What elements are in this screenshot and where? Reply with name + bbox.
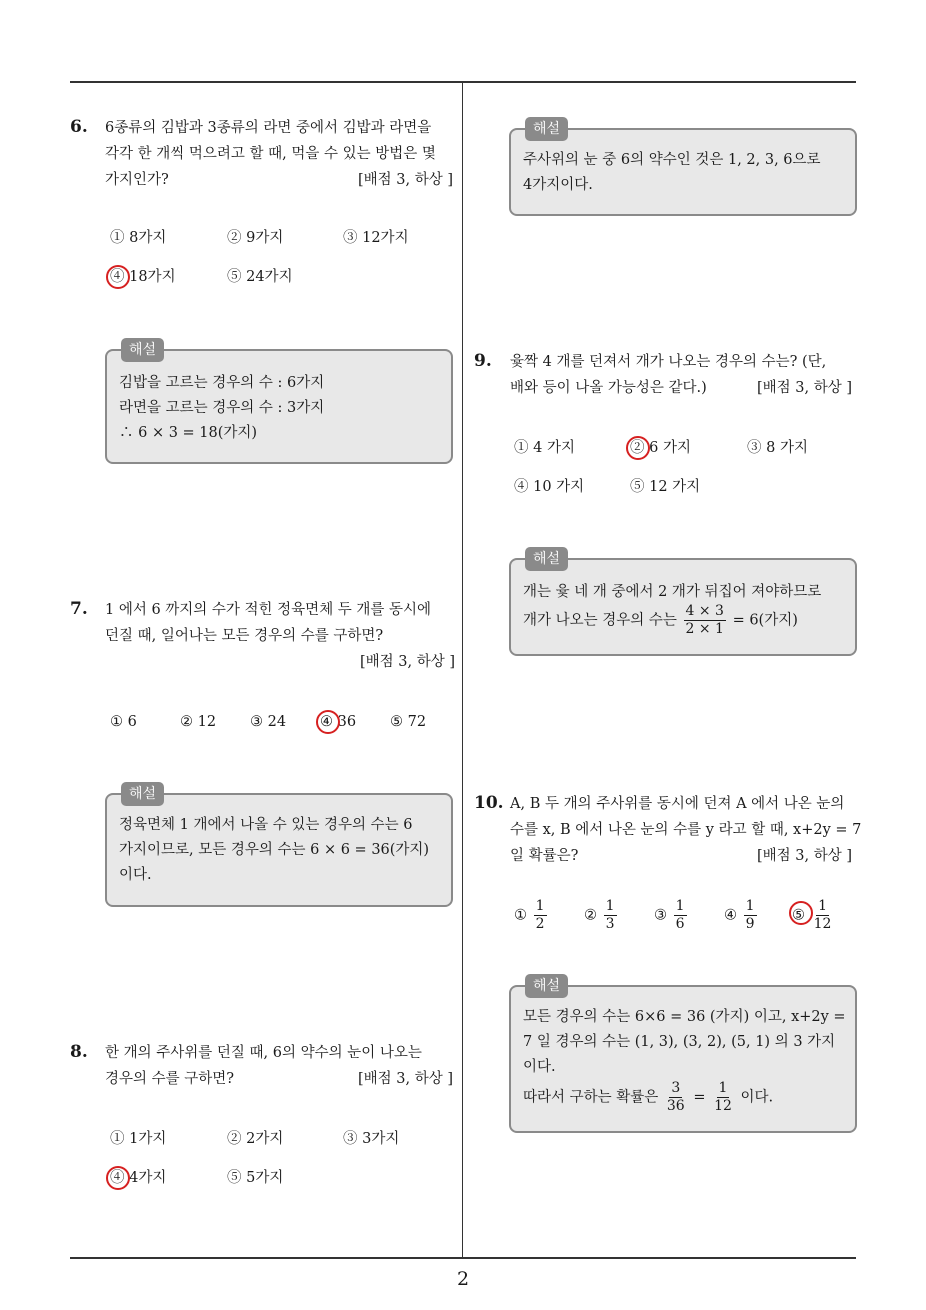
question-number: 9. <box>474 351 492 371</box>
fraction <box>684 603 726 638</box>
solution-line: 정육면체 1 개에서 나올 수 있는 경우의 수는 6 <box>119 817 413 833</box>
option-2[interactable]: ② 9가지 <box>227 230 284 246</box>
solution-tag: 해설 <box>525 117 568 141</box>
option-2[interactable]: ② 12 <box>180 714 217 730</box>
question-9-text <box>510 349 858 401</box>
option-5[interactable]: ⑤ 72 <box>390 714 427 730</box>
solution-line <box>523 603 843 638</box>
fraction <box>534 898 547 933</box>
question-number: 8. <box>70 1042 88 1062</box>
solution-box-q8 <box>509 121 857 216</box>
option-2[interactable]: ② 6 가지 <box>630 440 691 456</box>
fraction-denominator: 3 <box>605 916 615 932</box>
option-5[interactable]: ⑤ 12 가지 <box>630 479 701 495</box>
question-line: 가지인가? <box>105 172 169 188</box>
solution-box-q10 <box>509 978 857 1133</box>
solution-tag: 해설 <box>121 338 164 362</box>
fraction <box>665 1080 687 1115</box>
solution-text: 이다. <box>740 1089 774 1106</box>
fraction-numerator: 4 × 3 <box>685 603 724 619</box>
option-mark: ⑤ <box>792 907 805 924</box>
option-3[interactable] <box>654 898 689 933</box>
option-2[interactable] <box>584 898 619 933</box>
fraction-numerator: 3 <box>671 1080 681 1096</box>
answer-circle-mark <box>626 436 650 460</box>
solution-tag: 해설 <box>525 974 568 998</box>
question-7-text <box>105 597 455 675</box>
answer-circle-mark <box>316 710 340 734</box>
question-number: 6. <box>70 117 88 137</box>
top-rule <box>70 81 856 83</box>
fraction-denominator: 12 <box>714 1098 732 1114</box>
question-line: 한 개의 주사위를 던질 때, 6의 약수의 눈이 나오는 <box>105 1045 422 1061</box>
option-mark: ② <box>584 907 597 924</box>
option-mark: ① <box>514 907 527 924</box>
fraction <box>812 898 834 933</box>
answer-circle-mark <box>106 1166 130 1190</box>
option-4[interactable]: ④ 10 가지 <box>514 479 585 495</box>
fraction-denominator: 12 <box>813 916 832 932</box>
option-4[interactable]: ④ 18가지 <box>110 269 176 285</box>
question-line: 1 에서 6 까지의 수가 적힌 정육면체 두 개를 동시에 <box>105 602 432 618</box>
equals-sign: = <box>693 1089 706 1106</box>
bottom-rule <box>70 1257 856 1259</box>
option-3[interactable]: ③ 8 가지 <box>747 440 808 456</box>
option-4[interactable]: ④ 4가지 <box>110 1170 167 1186</box>
solution-line: 개는 윷 네 개 중에서 2 개가 뒤집어 져야하므로 <box>523 584 822 600</box>
page-number: 2 <box>456 1268 470 1290</box>
score-label: [배점 3, 하상 ] <box>357 1071 453 1087</box>
option-2[interactable]: ② 2가지 <box>227 1131 284 1147</box>
option-1[interactable]: ① 6 <box>110 714 137 730</box>
solution-line: ∴ 6 × 3 = 18(가지) <box>119 425 258 441</box>
score-label: [배점 3, 하상 ] <box>357 172 453 188</box>
solution-text: 따라서 구하는 확률은 <box>523 1089 659 1106</box>
solution-text: 개가 나오는 경우의 수는 <box>523 612 677 629</box>
option-1[interactable]: ① 8가지 <box>110 230 167 246</box>
question-line: A, B 두 개의 주사위를 동시에 던져 A 에서 나온 눈의 <box>510 796 845 812</box>
solution-line <box>523 1080 843 1115</box>
question-line: 수를 x, B 에서 나온 눈의 수를 y 라고 할 때, x+2y = 7 <box>510 822 862 838</box>
question-8-text <box>105 1040 455 1092</box>
question-line: 경우의 수를 구하면? <box>105 1071 235 1087</box>
fraction-numerator: 1 <box>535 898 545 914</box>
fraction <box>604 898 617 933</box>
question-10-text <box>510 791 862 869</box>
option-5[interactable]: ⑤ 5가지 <box>227 1170 284 1186</box>
solution-box-q6 <box>105 342 453 464</box>
solution-line: 4가지이다. <box>523 177 593 193</box>
score-label: [배점 3, 하상 ] <box>756 380 852 396</box>
fraction-denominator: 2 × 1 <box>685 621 724 637</box>
fraction <box>744 898 757 933</box>
solution-box-q9 <box>509 551 857 656</box>
option-4[interactable]: ④ 36 <box>320 714 357 730</box>
solution-tag: 해설 <box>121 782 164 806</box>
fraction-denominator: 9 <box>745 916 755 932</box>
question-line: 윷짝 4 개를 던져서 개가 나오는 경우의 수는? (단, <box>510 354 827 370</box>
option-mark: ③ <box>654 907 667 924</box>
fraction-numerator: 1 <box>818 898 827 914</box>
solution-line: 7 일 경우의 수는 (1, 3), (3, 2), (5, 1) 의 3 가지 <box>523 1034 836 1050</box>
solution-tag: 해설 <box>525 547 568 571</box>
score-label: [배점 3, 하상 ] <box>756 848 852 864</box>
question-line: 던질 때, 일어나는 모든 경우의 수를 구하면? <box>105 628 384 644</box>
question-line: 일 확률은? <box>510 848 579 864</box>
fraction <box>712 1080 734 1115</box>
solution-box-q7 <box>105 786 453 907</box>
fraction-numerator: 1 <box>718 1080 728 1096</box>
fraction-denominator: 6 <box>675 916 685 932</box>
fraction-denominator: 36 <box>666 1098 685 1114</box>
option-5[interactable]: ⑤ 24가지 <box>227 269 293 285</box>
option-mark: ④ <box>724 907 737 924</box>
solution-line: 이다. <box>523 1059 556 1075</box>
solution-line: 모든 경우의 수는 6×6 = 36 (가지) 이고, x+2y = <box>523 1009 846 1025</box>
option-3[interactable]: ③ 3가지 <box>343 1131 400 1147</box>
fraction-numerator: 1 <box>605 898 615 914</box>
question-number: 10. <box>474 793 504 813</box>
answer-circle-mark <box>789 901 813 925</box>
option-1[interactable] <box>514 898 549 933</box>
solution-line: 주사위의 눈 중 6의 약수인 것은 1, 2, 3, 6으로 <box>523 152 821 168</box>
fraction <box>674 898 687 933</box>
column-divider <box>462 82 463 1257</box>
solution-text: = 6(가지) <box>732 612 798 629</box>
question-line: 배와 등이 나올 가능성은 같다.) <box>510 380 707 396</box>
solution-line: 이다. <box>119 867 152 883</box>
option-4[interactable] <box>724 898 759 933</box>
fraction-numerator: 1 <box>745 898 755 914</box>
option-3[interactable]: ③ 12가지 <box>343 230 409 246</box>
answer-circle-mark <box>106 265 130 289</box>
solution-line: 김밥을 고르는 경우의 수 : 6가지 <box>119 375 325 391</box>
question-number: 7. <box>70 599 88 619</box>
fraction-numerator: 1 <box>675 898 685 914</box>
question-6-text <box>105 115 455 193</box>
fraction-denominator: 2 <box>535 916 545 932</box>
option-3[interactable]: ③ 24 <box>250 714 287 730</box>
option-1[interactable]: ① 1가지 <box>110 1131 167 1147</box>
score-label: [배점 3, 하상 ] <box>359 654 455 670</box>
question-line: 각각 한 개씩 먹으려고 할 때, 먹을 수 있는 방법은 몇 <box>105 146 436 162</box>
solution-line: 가지이므로, 모든 경우의 수는 6 × 6 = 36(가지) <box>119 842 430 858</box>
option-1[interactable]: ① 4 가지 <box>514 440 575 456</box>
question-line: 6종류의 김밥과 3종류의 라면 중에서 김밥과 라면을 <box>105 120 432 136</box>
solution-line: 라면을 고르는 경우의 수 : 3가지 <box>119 400 325 416</box>
